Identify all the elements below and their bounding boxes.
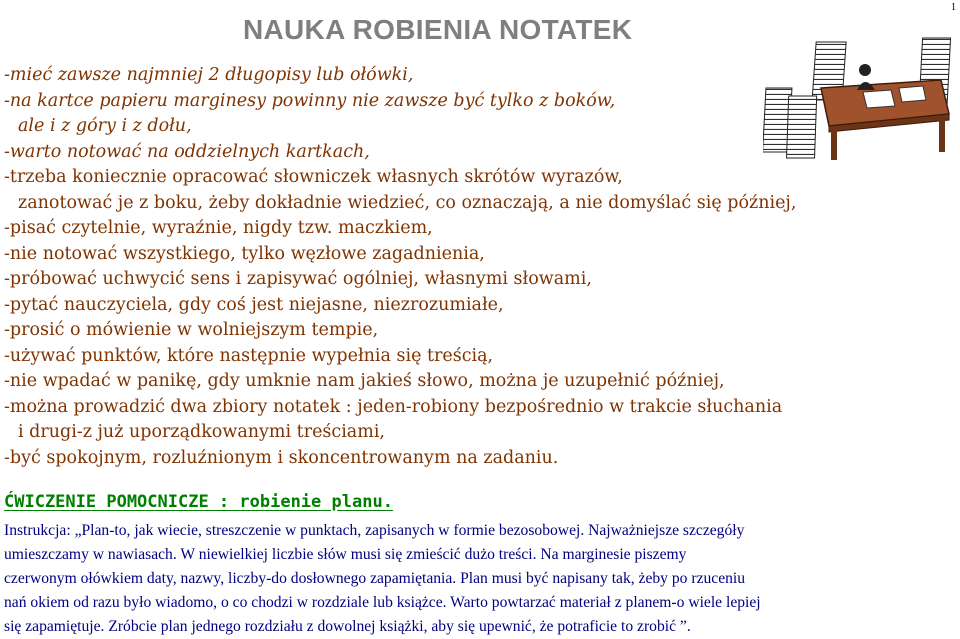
tip-line: -pytać nauczyciela, gdy coś jest niejasne, niezrozumiałe, bbox=[4, 294, 504, 315]
instruction-line: się zapamiętuje. Zróbcie plan jednego rozdziału z dowolnej książki, aby się upewnić, że potraficie to zrobić ”. bbox=[4, 618, 691, 635]
instruction-line: Instrukcja: „Plan-to, jak wiecie, streszczenie w punktach, zapisanych w formie bezosobowej. Najważniejsze szczegóły bbox=[4, 522, 745, 539]
page-title: NAUKA ROBIENIA NOTATEK bbox=[243, 14, 633, 45]
exercise-instructions bbox=[4, 519, 956, 639]
note-taking-tips-list bbox=[4, 63, 796, 471]
tip-line: -używać punktów, które następnie wypełnia się treścią, bbox=[4, 345, 494, 366]
tip-line: -prosić o mówienie w wolniejszym tempie, bbox=[4, 320, 379, 340]
page-number: 1 bbox=[951, 2, 956, 13]
tip-line: -być spokojnym, rozluźnionym i skoncentrowanym na zadaniu. bbox=[4, 447, 559, 468]
tip-line: ale i z góry i z dołu, bbox=[18, 116, 192, 136]
tip-line: i drugi-z już uporządkowanymi treściami, bbox=[18, 422, 385, 442]
tip-line: -próbować uchwycić sens i zapisywać ogólniej, własnymi słowami, bbox=[4, 269, 592, 289]
tip-line: -nie wpadać w panikę, gdy umknie nam jakieś słowo, można je uzupełnić później, bbox=[4, 371, 725, 391]
exercise-heading: ĆWICZENIE POMOCNICZE : robienie planu. bbox=[4, 492, 393, 512]
tip-line: -pisać czytelnie, wyraźnie, nigdy tzw. maczkiem, bbox=[4, 218, 433, 238]
tip-line: -można prowadzić dwa zbiory notatek : jeden-robiony bezpośrednio w trakcie słuchania bbox=[4, 396, 783, 417]
tip-line: zanotować je z boku, żeby dokładnie wiedzieć, co oznaczają, a nie domyślać się później, bbox=[18, 192, 797, 213]
instruction-line: umieszczamy w nawiasach. W niewielkiej liczbie słów musi się zmieścić dużo treści. Na marginesie piszemy bbox=[4, 546, 687, 563]
tip-line: -mieć zawsze najmniej 2 długopisy lub ołówki, bbox=[4, 65, 414, 85]
desk-with-paper-stacks-icon bbox=[763, 30, 953, 166]
tip-line: -na kartce papieru marginesy powinny nie zawsze być tylko z boków, bbox=[4, 90, 616, 111]
instruction-line: nań okiem od razu było wiadomo, o co chodzi w rozdziale lub książce. Warto powtarzać materiał z planem-o wiele lepiej bbox=[4, 594, 761, 611]
tip-line: -warto notować na oddzielnych kartkach, bbox=[4, 141, 370, 162]
tip-line: -trzeba koniecznie opracować słowniczek własnych skrótów wyrazów, bbox=[4, 167, 623, 187]
instruction-line: czerwonym ołówkiem daty, nazwy, liczby-do dosłownego zapamiętania. Plan musi być napisany tak, żeby po rzuceniu bbox=[4, 570, 746, 587]
tip-line: -nie notować wszystkiego, tylko węzłowe zagadnienia, bbox=[4, 243, 485, 264]
